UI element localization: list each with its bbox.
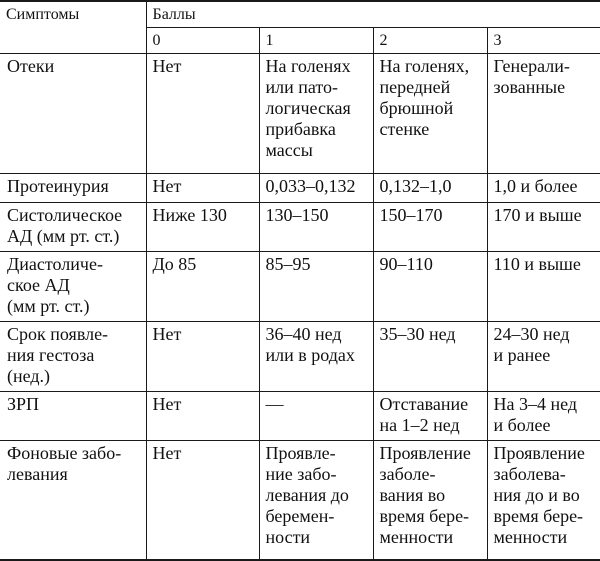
score-header-0: 0	[146, 28, 259, 54]
cell-text: 85–95	[265, 253, 311, 274]
score-2-cell	[373, 251, 487, 321]
symptom-text: Протеинурия	[7, 176, 109, 197]
score-0-cell	[146, 321, 259, 391]
symptom-text: Отеки	[7, 56, 55, 77]
table-row-diastolic-bp	[0, 251, 600, 321]
score-3-cell	[487, 202, 600, 251]
score-2-cell	[373, 54, 487, 174]
symptom-label	[0, 441, 146, 560]
symptom-label	[0, 202, 146, 251]
score-1-cell	[259, 54, 373, 174]
cell-text: На 3–4 нед и более	[493, 394, 578, 435]
score-3-cell	[487, 392, 600, 441]
score-2-cell	[373, 392, 487, 441]
table-row-gestosis-onset	[0, 321, 600, 391]
cell-text: На голенях, передней брюшной стенке	[379, 56, 470, 140]
balls-header: Баллы	[146, 1, 600, 28]
cell-text: 110 и выше	[493, 253, 581, 274]
cell-text: 130–150	[265, 204, 329, 225]
cell-text: Проявление заболе- вания во время бере- менности	[379, 443, 471, 548]
score-0-cell	[146, 251, 259, 321]
cell-text: 24–30 нед и ранее	[493, 323, 570, 365]
score-1-cell	[259, 392, 373, 441]
score-header-3: 3	[487, 28, 600, 54]
score-2-cell	[373, 202, 487, 251]
cell-text: Проявле- ние забо- левания до беремен- ности	[265, 443, 349, 548]
score-header-2: 2	[373, 28, 487, 54]
cell-text: 36–40 нед или в родах	[265, 323, 355, 365]
symptom-text: ЗРП	[7, 394, 40, 414]
symptom-label	[0, 321, 146, 391]
cell-text: Отставание на 1–2 нед	[379, 394, 469, 435]
cell-text: 35–30 нед	[379, 323, 456, 344]
table-row-proteinuria	[0, 174, 600, 202]
symptom-label	[0, 174, 146, 202]
symptom-text: Систолическое АД (мм рт. ст.)	[7, 204, 123, 246]
table-row-background-diseases	[0, 441, 600, 560]
cell-text: Нет	[152, 394, 182, 414]
symptom-label	[0, 54, 146, 174]
score-header-1: 1	[259, 28, 373, 54]
score-1-cell	[259, 441, 373, 560]
score-1-cell	[259, 321, 373, 391]
cell-text: Ниже 130	[152, 204, 227, 225]
score-3-cell	[487, 54, 600, 174]
cell-text: Нет	[152, 443, 182, 464]
score-0-cell	[146, 202, 259, 251]
table-row-edema	[0, 54, 600, 174]
cell-text: —	[265, 394, 284, 414]
cell-text: 150–170	[379, 204, 443, 225]
score-2-cell	[373, 441, 487, 560]
cell-text: Нет	[152, 323, 182, 344]
cell-text: На голенях или пато- логическая прибавка массы	[265, 56, 351, 161]
score-0-cell	[146, 174, 259, 202]
cell-text: Нет	[152, 56, 182, 77]
score-2-cell	[373, 174, 487, 202]
score-3-cell	[487, 251, 600, 321]
symptom-label	[0, 251, 146, 321]
score-0-cell	[146, 392, 259, 441]
cell-text: Проявление заболева- ния до и во время бере- менности	[493, 443, 585, 548]
score-1-cell	[259, 202, 373, 251]
cell-text: 90–110	[379, 253, 433, 274]
symptom-label	[0, 392, 146, 441]
score-2-cell	[373, 321, 487, 391]
symptoms-header: Симптомы	[0, 1, 146, 54]
table-header-row	[0, 1, 600, 28]
symptom-text: Фоновые забо- левания	[7, 443, 122, 485]
table-row-fgr	[0, 392, 600, 441]
score-3-cell	[487, 321, 600, 391]
cell-text: 1,0 и более	[493, 176, 578, 197]
cell-text: 0,132–1,0	[379, 176, 452, 197]
score-0-cell	[146, 54, 259, 174]
score-1-cell	[259, 251, 373, 321]
cell-text: 170 и выше	[493, 204, 582, 225]
cell-text: Генерали- зованные	[493, 56, 570, 98]
symptom-text: Срок появле- ния гестоза (нед.)	[7, 323, 109, 386]
cell-text: Нет	[152, 176, 182, 197]
table-row-systolic-bp	[0, 202, 600, 251]
score-3-cell	[487, 174, 600, 202]
symptom-text: Диастоличе- ское АД (мм рт. ст.)	[7, 253, 103, 316]
score-3-cell	[487, 441, 600, 560]
score-1-cell	[259, 174, 373, 202]
score-0-cell	[146, 441, 259, 560]
cell-text: До 85	[152, 253, 197, 274]
cell-text: 0,033–0,132	[265, 176, 356, 197]
